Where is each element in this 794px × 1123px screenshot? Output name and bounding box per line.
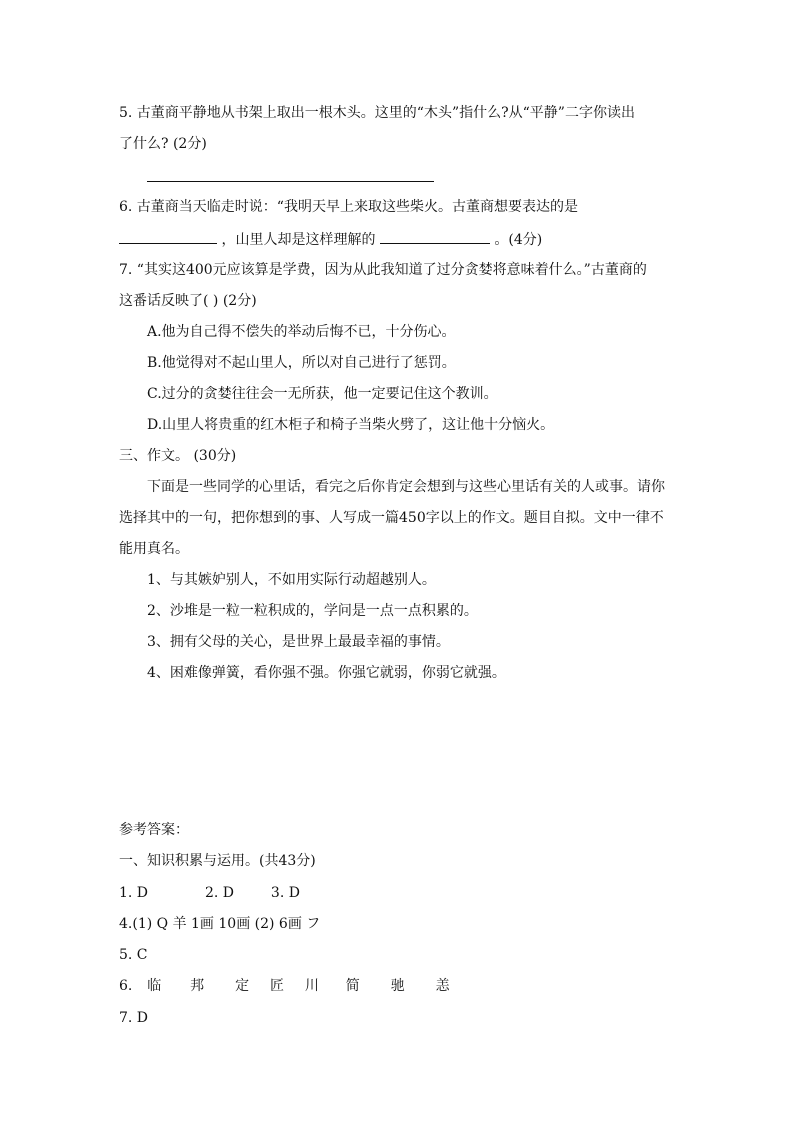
q7-option-b: B.他觉得对不起山里人，所以对自己进行了惩罚。 [147, 355, 456, 371]
answer-6-char: 邦 [190, 978, 205, 994]
composition-item-4: 4、困难像弹簧，看你强不强。你强它就弱，你弱它就强。 [147, 665, 506, 681]
answer-3: 3. D [270, 885, 300, 901]
answer-7: 7. D [119, 1010, 149, 1026]
answers-1-3 [119, 884, 300, 902]
q6-blank-2[interactable] [380, 229, 490, 244]
composition-item-2: 2、沙堆是一粒一粒积成的，学问是一点一点积累的。 [147, 603, 478, 619]
q6-blank-1[interactable] [119, 229, 217, 244]
q7-line1: 7. “其实这400元应该算是学费，因为从此我知道了过分贪婪将意味着什么。”古董商的 [119, 262, 647, 278]
answer-2: 2. D [204, 885, 234, 901]
q5-line2: 了什么? (2分) [119, 136, 207, 152]
q6-line1: 6. 古董商当天临走时说：“我明天早上来取这些柴火。古董商想要表达的是 [119, 199, 578, 215]
composition-intro-3: 能用真名。 [119, 541, 189, 557]
answer-6-char: 临 [147, 978, 162, 994]
answer-6-char: 川 [304, 978, 319, 994]
answers-heading: 参考答案： [119, 822, 189, 838]
q6-end-text: 。(4分) [494, 232, 543, 248]
answer-5: 5. C [119, 947, 148, 963]
q6-mid-text: ，山里人却是这样理解的 [221, 232, 376, 248]
answers-section1: 一、知识积累与运用。(共43分) [119, 853, 316, 869]
composition-intro-2: 选择其中的一句，把你想到的事、人写成一篇450字以上的作文。题目自拟。文中一律不 [119, 510, 664, 526]
q7-line2: 这番话反映了( ) (2分) [119, 293, 257, 309]
q6-line2 [119, 229, 542, 247]
composition-item-3: 3、拥有父母的关心，是世界上最最幸福的事情。 [147, 634, 450, 650]
answer-6-char: 定 [235, 978, 250, 994]
q5-answer-blank[interactable] [147, 181, 434, 182]
answer-6-char: 恙 [435, 978, 450, 994]
q7-option-d: D.山里人将贵重的红木柜子和椅子当柴火劈了，这让他十分恼火。 [147, 417, 555, 433]
composition-heading: 三、作文。 (30分) [119, 448, 237, 464]
composition-intro-1: 下面是一些同学的心里话，看完之后你肯定会想到与这些心里话有关的人或事。请你 [147, 479, 665, 495]
answer-6-label: 6. [119, 978, 133, 994]
q5-line1: 5. 古董商平静地从书架上取出一根木头。这里的“木头”指什么?从“平静”二字你读出 [119, 105, 635, 121]
answer-4: 4.(1) Q 羊 1画 10画 (2) 6画 フ [119, 916, 321, 932]
q7-option-a: A.他为自己得不偿失的举动后悔不已，十分伤心。 [147, 324, 456, 340]
answer-6-char: 匠 [269, 978, 284, 994]
answer-6-char: 驰 [390, 978, 405, 994]
answer-1: 1. D [119, 885, 149, 901]
answer-6-char: 简 [345, 978, 360, 994]
composition-item-1: 1、与其嫉妒别人，不如用实际行动超越别人。 [147, 572, 436, 588]
answer-6 [119, 977, 450, 995]
q7-option-c: C.过分的贪婪往往会一无所获，他一定要记住这个教训。 [147, 386, 498, 402]
